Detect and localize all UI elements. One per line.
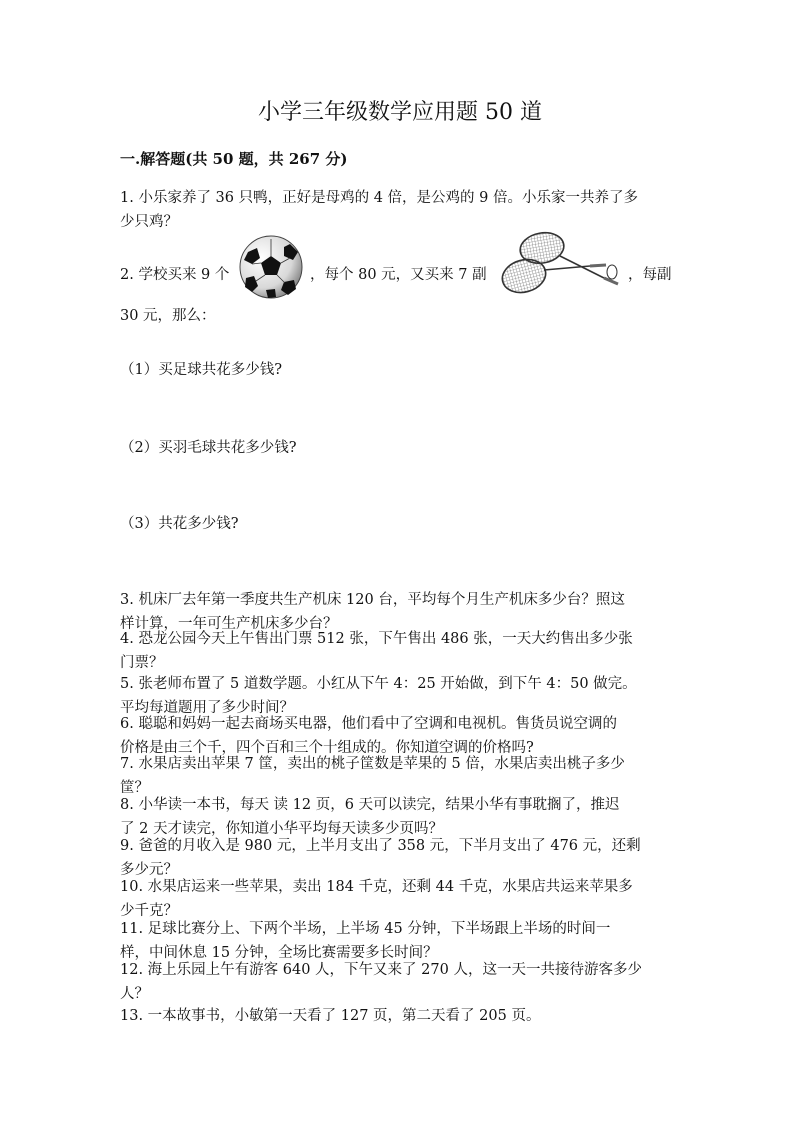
page-title: 小学三年级数学应用题 50 道 [258, 100, 542, 125]
question-2-subquestion-2: （2）买羽毛球共花多少钱? [120, 440, 297, 456]
section-heading: 一.解答题(共 50 题，共 267 分) [120, 150, 348, 168]
question-6-line-2: 价格是由三个千，四个百和三个十组成的。你知道空调的价格吗? [120, 740, 534, 756]
question-12-line-1: 12. 海上乐园上午有游客 640 人，下午又来了 270 人，这一天一共接待游客多少 [120, 962, 642, 978]
question-2-text-part-2: ，每个 80 元，又买来 7 副 [310, 267, 487, 283]
question-3-line-2: 样计算，一年可生产机床多少台？ [120, 616, 338, 632]
question-2-subquestion-1: （1）买足球共花多少钱? [120, 362, 282, 378]
question-12 [120, 958, 682, 1006]
question-5-line-2: 平均每道题用了多少时间？ [120, 700, 294, 716]
question-1 [120, 186, 682, 234]
question-13-line-1: 13. 一本故事书，小敏第一天看了 127 页，第二天看了 205 页。 [120, 1008, 541, 1024]
soccer-ball-icon [238, 234, 304, 300]
question-2-subquestion-3: （3）共花多少钱? [120, 516, 239, 532]
question-7-line-1: 7. 水果店卖出苹果 7 筐，卖出的桃子筐数是苹果的 5 倍，水果店卖出桃子多少 [120, 756, 625, 772]
question-10 [120, 875, 682, 923]
question-13 [120, 1004, 682, 1028]
question-3-line-1: 3. 机床厂去年第一季度共生产机床 120 台，平均每个月生产机床多少台？照这 [120, 592, 625, 608]
question-10-line-2: 少千克？ [120, 903, 178, 919]
question-4-line-2: 门票？ [120, 655, 164, 671]
question-8-line-1: 8. 小华读一本书，每天 读 12 页，6 天可以读完，结果小华有事耽搁了，推迟 [120, 797, 620, 813]
question-4-line-1: 4. 恐龙公园今天上午售出门票 512 张，下午售出 486 张，一天大约售出多少张 [120, 631, 633, 647]
question-10-line-1: 10. 水果店运来一些苹果，卖出 184 千克，还剩 44 千克，水果店共运来苹果多 [120, 879, 633, 895]
question-5-line-1: 5. 张老师布置了 5 道数学题。小红从下午 4：25 开始做，到下午 4：50 做完。 [120, 676, 637, 692]
question-1-line-2: 少只鸡？ [120, 214, 178, 230]
badminton-rackets-icon [494, 228, 624, 300]
question-11-line-2: 样，中间休息 15 分钟，全场比赛需要多长时间？ [120, 945, 438, 961]
question-11-line-1: 11. 足球比赛分上、下两个半场，上半场 45 分钟，下半场跟上半场的时间一 [120, 921, 611, 937]
question-1-line-1: 1. 小乐家养了 36 只鸭，正好是母鸡的 4 倍，是公鸡的 9 倍。小乐家一共养了多 [120, 190, 638, 206]
question-8-line-2: 了 2 天才读完，你知道小华平均每天读多少页吗？ [120, 821, 443, 837]
question-7-line-2: 筐？ [120, 780, 149, 796]
question-6-line-1: 6. 聪聪和妈妈一起去商场买电器，他们看中了空调和电视机。售货员说空调的 [120, 716, 617, 732]
question-9-line-1: 9. 爸爸的月收入是 980 元，上半月支出了 358 元，下半月支出了 476 元，还剩 [120, 838, 641, 854]
question-2-text-part-3: ，每副 [628, 267, 672, 283]
question-2-text-part-1: 2. 学校买来 9 个 [120, 267, 230, 283]
question-4 [120, 627, 682, 675]
question-2 [120, 228, 695, 338]
question-2-text-part-4: 30 元，那么： [120, 308, 216, 324]
question-9-line-2: 多少元？ [120, 862, 178, 878]
question-12-line-2: 人？ [120, 986, 149, 1002]
